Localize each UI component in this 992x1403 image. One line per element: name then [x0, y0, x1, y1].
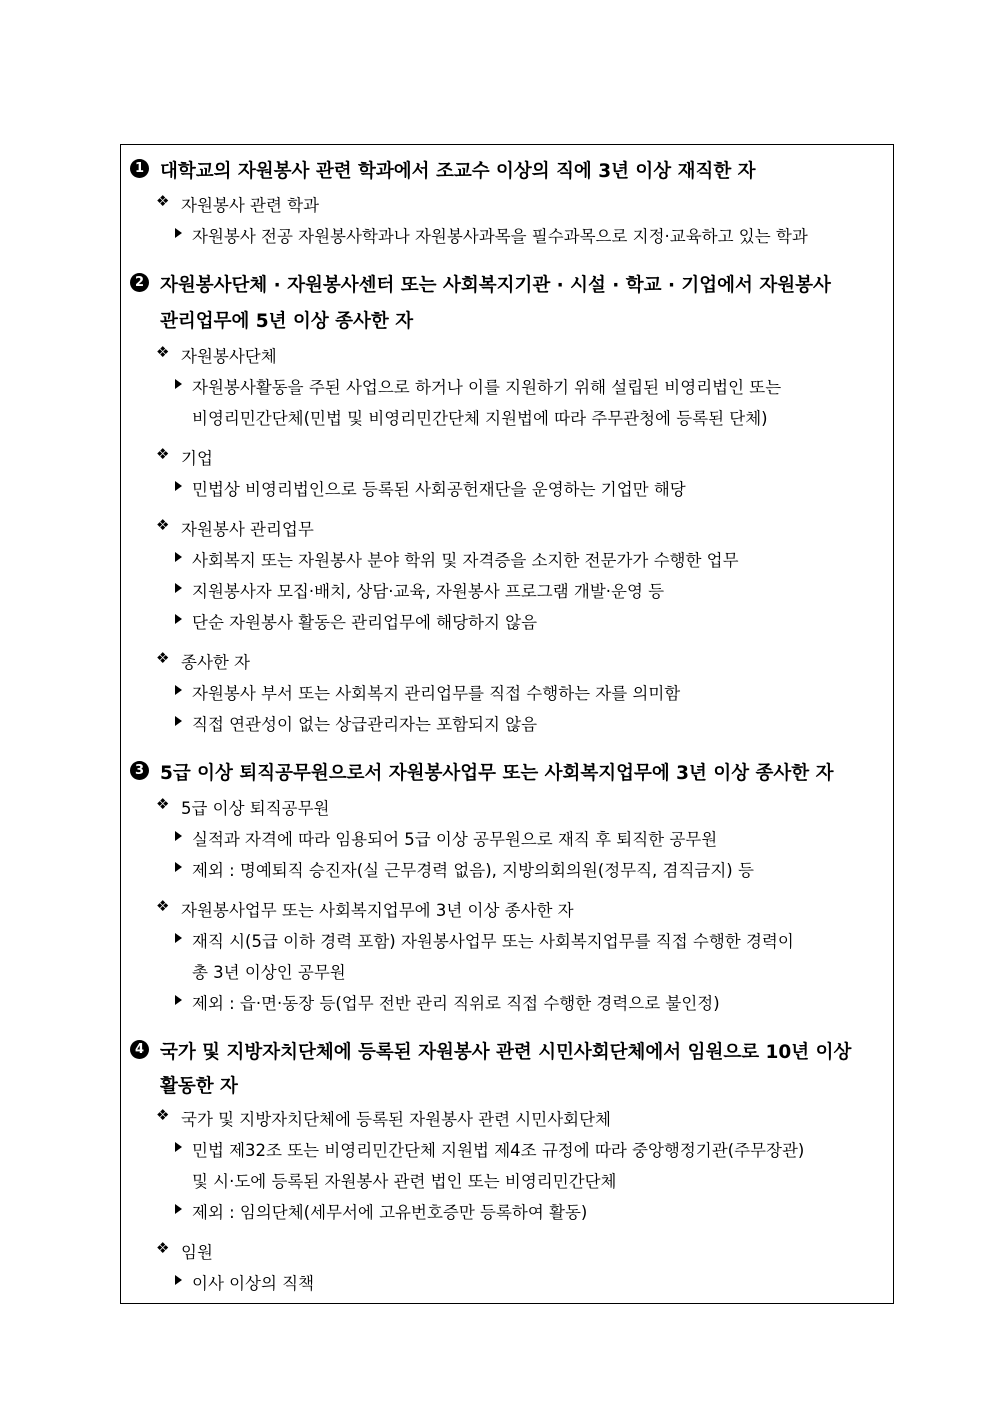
diamond-bullet-icon: ❖: [156, 445, 170, 463]
list-item-text: 제외 : 명예퇴직 승진자(실 근무경력 없음), 지방의회의원(정무직, 겸직금지) 등: [192, 861, 754, 880]
list-item-text: 제외 : 임의단체(세무서에 고유번호증만 등록하여 활동): [192, 1203, 588, 1222]
triangle-bullet-icon: [175, 614, 182, 624]
diamond-bullet-icon: ❖: [156, 343, 170, 361]
section-heading-text: 자원봉사단체 · 자원봉사센터 또는 사회복지기관 · 시설 · 학교 · 기업에서 자원봉사: [160, 275, 831, 296]
list-item-text: 민법 제32조 또는 비영리민간단체 지원법 제4조 규정에 따라 중앙행정기관(주무장관): [192, 1141, 805, 1160]
diamond-bullet-icon: ❖: [156, 649, 170, 667]
list-item-text: 자원봉사 전공 자원봉사학과나 자원봉사과목을 필수과목으로 지정·교육하고 있는 학과: [192, 227, 808, 246]
triangle-bullet-icon: [175, 379, 182, 389]
triangle-bullet-icon: [175, 481, 182, 491]
triangle-bullet-icon: [175, 716, 182, 726]
subsection-title-text: 자원봉사단체: [181, 347, 277, 366]
triangle-bullet-icon: [175, 1204, 182, 1214]
list-item-text: 제외 : 읍·면·동장 등(업무 전반 관리 직위로 직접 수행한 경력으로 불인정): [192, 994, 720, 1013]
list-item-text: 사회복지 또는 자원봉사 분야 학위 및 자격증을 소지한 전문가가 수행한 업무: [192, 551, 739, 570]
section-number-badge: 2: [130, 273, 149, 292]
triangle-bullet-icon: [175, 228, 182, 238]
subsection-title-text: 기업: [181, 449, 213, 468]
section-heading-text: 관리업무에 5년 이상 종사한 자: [160, 311, 414, 332]
triangle-bullet-icon: [175, 552, 182, 562]
list-item-text: 자원봉사활동을 주된 사업으로 하거나 이를 지원하기 위해 설립된 비영리법인 또는: [192, 378, 782, 397]
triangle-bullet-icon: [175, 831, 182, 841]
diamond-bullet-icon: ❖: [156, 516, 170, 534]
triangle-bullet-icon: [175, 685, 182, 695]
diamond-bullet-icon: ❖: [156, 897, 170, 915]
triangle-bullet-icon: [175, 933, 182, 943]
triangle-bullet-icon: [175, 1275, 182, 1285]
subsection-title-text: 임원: [181, 1243, 213, 1262]
diamond-bullet-icon: ❖: [156, 1106, 170, 1124]
diamond-bullet-icon: ❖: [156, 192, 170, 210]
subsection-title-text: 5급 이상 퇴직공무원: [181, 799, 330, 818]
list-item-text: 단순 자원봉사 활동은 관리업무에 해당하지 않음: [192, 613, 538, 632]
list-item-text: 재직 시(5급 이하 경력 포함) 자원봉사업무 또는 사회복지업무를 직접 수행한 경력이: [192, 932, 794, 951]
triangle-bullet-icon: [175, 862, 182, 872]
triangle-bullet-icon: [175, 583, 182, 593]
list-item-text: 자원봉사 부서 또는 사회복지 관리업무를 직접 수행하는 자를 의미함: [192, 684, 681, 703]
list-item-text: 비영리민간단체(민법 및 비영리민간단체 지원법에 따라 주무관청에 등록된 단체): [192, 409, 768, 428]
section-heading-text: 활동한 자: [160, 1076, 238, 1097]
triangle-bullet-icon: [175, 1142, 182, 1152]
section-number-badge: 3: [130, 761, 149, 780]
diamond-bullet-icon: ❖: [156, 795, 170, 813]
subsection-title-text: 국가 및 지방자치단체에 등록된 자원봉사 관련 시민사회단체: [181, 1110, 611, 1129]
list-item-text: 이사 이상의 직책: [192, 1274, 315, 1293]
list-item-text: 직접 연관성이 없는 상급관리자는 포함되지 않음: [192, 715, 538, 734]
section-heading-text: 대학교의 자원봉사 관련 학과에서 조교수 이상의 직에 3년 이상 재직한 자: [160, 161, 756, 182]
subsection-title-text: 자원봉사업무 또는 사회복지업무에 3년 이상 종사한 자: [181, 901, 574, 920]
list-item-text: 지원봉사자 모집·배치, 상담·교육, 자원봉사 프로그램 개발·운영 등: [192, 582, 665, 601]
diamond-bullet-icon: ❖: [156, 1239, 170, 1257]
subsection-title-text: 자원봉사 관련 학과: [181, 196, 320, 215]
list-item-text: 총 3년 이상인 공무원: [192, 963, 346, 982]
section-heading-text: 5급 이상 퇴직공무원으로서 자원봉사업무 또는 사회복지업무에 3년 이상 종사한 자: [160, 763, 834, 784]
section-number-badge: 4: [130, 1040, 149, 1059]
subsection-title-text: 종사한 자: [181, 653, 251, 672]
list-item-text: 및 시·도에 등록된 자원봉사 관련 법인 또는 비영리민간단체: [192, 1172, 617, 1191]
section-number-badge: 1: [130, 159, 149, 178]
subsection-title-text: 자원봉사 관리업무: [181, 520, 314, 539]
list-item-text: 실적과 자격에 따라 임용되어 5급 이상 공무원으로 재직 후 퇴직한 공무원: [192, 830, 718, 849]
section-heading-text: 국가 및 지방자치단체에 등록된 자원봉사 관련 시민사회단체에서 임원으로 10년 이상: [160, 1042, 852, 1063]
triangle-bullet-icon: [175, 995, 182, 1005]
list-item-text: 민법상 비영리법인으로 등록된 사회공헌재단을 운영하는 기업만 해당: [192, 480, 686, 499]
